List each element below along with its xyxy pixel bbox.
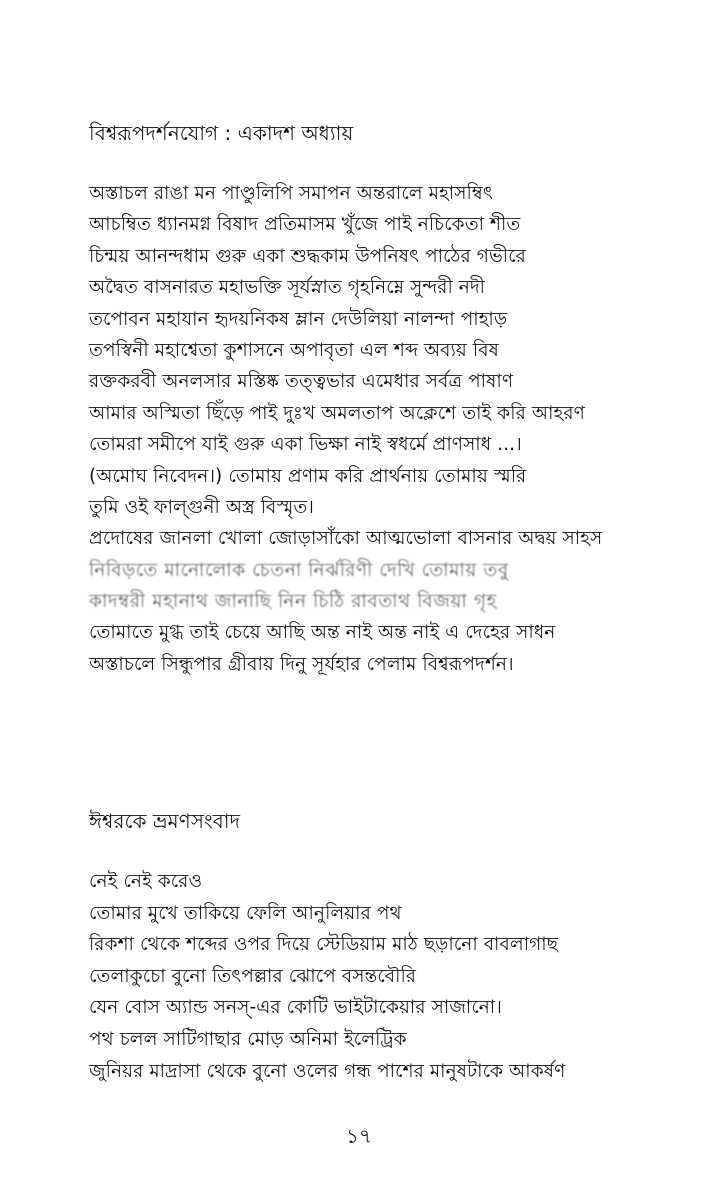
poem-line: তোমরা সমীপে যাই গুরু একা ভিক্ষা নাই স্বধর্মে প্রাণসাধ ...। xyxy=(89,434,522,456)
poem-line: যেন বোস অ্যান্ড সনস্-এর কোটি ভাইটাকেয়ার সাজানো। xyxy=(89,997,502,1019)
poem-line-smudged: নিবিড়তে মানোলোক চেতনা নির্ঝরিণী দেখি তোমায় তবু xyxy=(89,559,509,581)
poem-line: (অমোঘ নিবেদন।) তোমায় প্রণাম করি প্রার্থনায় তোমায় স্মরি xyxy=(89,465,527,487)
poem-line-smudged: কাদম্বরী মহানাথ জানাছি নিন চিঠি রাবতাথ বিজয়া গৃহ xyxy=(89,591,497,613)
poem-title-1: বিশ্বরূপদর্শনযোগ : একাদশ অধ্যায় xyxy=(89,121,354,145)
poem-line: তেলাকুচো বুনো তিৎপল্লার ঝোপে বসন্তবৌরি xyxy=(89,965,417,987)
poem-line: তোমাতে মুগ্ধ তাই চেয়ে আছি অন্ত নাই অন্ত নাই এ দেহের সাধন xyxy=(89,622,556,644)
poem-line: রক্তকরবী অনলসার মস্তিষ্ক তত্ত্বভার এমেধার সর্বত্র পাষাণ xyxy=(89,371,514,393)
poem-line: অস্তাচলে সিন্ধুপার গ্রীবায় দিনু সূর্যহার পেলাম বিশ্বরূপদর্শন। xyxy=(89,653,514,675)
page-number: ১৭ xyxy=(346,1124,372,1148)
poem-line: প্রদোষের জানলা খোলা জোড়াসাঁকো আত্মভোলা বাসনার অদ্বয় সাহস xyxy=(89,528,603,550)
poem-line: অদ্বৈত বাসনারত মহাভক্তি সূর্যস্নাত গৃহনিম্নে সুন্দরী নদী xyxy=(89,277,486,299)
poem-title-2: ঈশ্বরকে ভ্রমণসংবাদ xyxy=(89,809,241,833)
poem-line: পথ চলল সাটিগাছার মোড় অনিমা ইলেট্রিক xyxy=(89,1028,407,1050)
poem-line: তোমার মুখে তাকিয়ে ফেলি আনুলিয়ার পথ xyxy=(89,902,402,924)
poem-line: আচম্বিত ধ্যানমগ্ন বিষাদ প্রতিমাসম খুঁজে পাই নচিকেতা শীত xyxy=(89,214,521,236)
poem-line: রিকশা থেকে শব্দের ওপর দিয়ে স্টেডিয়াম মাঠ ছড়ানো বাবলাগাছ xyxy=(89,934,559,956)
poem-line: আমার অস্মিতা ছিঁড়ে পাই দুঃখ অমলতাপ অক্লেশে তাই করি আহরণ xyxy=(89,402,585,424)
poem-body-2 xyxy=(89,866,689,1087)
poem-line: তুমি ওই ফাল্গুনী অস্ত্র বিস্মৃত। xyxy=(89,496,315,518)
poem-body-1 xyxy=(89,178,689,680)
poem-line: অস্তাচল রাঙা মন পাণ্ডুলিপি সমাপন অন্তরালে মহাসম্বিৎ xyxy=(89,183,493,204)
poem-line: তপস্বিনী মহাশ্বেতা কুশাসনে অপাবৃতা এল শব্দ অব্যয় বিষ xyxy=(89,339,499,361)
poem-line: নেই নেই করেও xyxy=(89,871,203,892)
poem-line: জুনিয়র মাদ্রাসা থেকে বুনো ওলের গন্ধ পাশের মানুষটাকে আকর্ষণ xyxy=(89,1060,566,1082)
poem-line: চিন্ময় আনন্দধাম গুরু একা শুদ্ধকাম উপনিষৎ পাঠের গভীরে xyxy=(89,245,526,267)
poem-line: তপোবন মহাযান হৃদয়নিকষ ম্লান দেউলিয়া নালন্দা পাহাড় xyxy=(89,308,508,330)
